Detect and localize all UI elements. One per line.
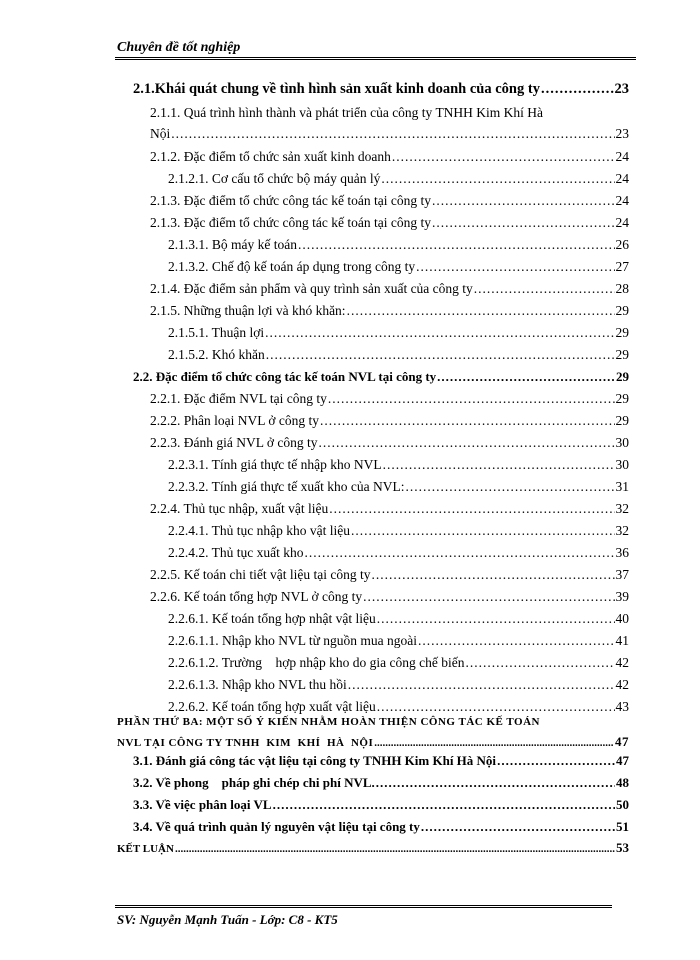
- toc-entry-page: 43: [615, 699, 629, 714]
- toc-entry[interactable]: [168, 236, 629, 254]
- toc-entry-label: 2.1.3. Đặc điểm tổ chức công tác kế toán tại công ty: [150, 193, 431, 208]
- toc-entry-label: 2.2.3. Đánh giá NVL ở công ty: [150, 435, 318, 450]
- running-footer: SV: Nguyễn Mạnh Tuấn - Lớp: C8 - KT5: [117, 912, 338, 927]
- toc-entry[interactable]: [168, 610, 629, 628]
- toc-entry-page: 30: [615, 457, 629, 472]
- toc-part-heading[interactable]: PHẦN THỨ BA: MỘT SỐ Ý KIẾN NHẰM HOÀN THIỆN CÔNG TÁC KẾ TOÁN: [117, 716, 541, 728]
- toc-entry-page: 23: [614, 81, 629, 97]
- toc-entry-label: 2.2.5. Kế toán chi tiết vật liệu tại công ty: [150, 567, 371, 582]
- toc-entry-label: 3.3. Về việc phân loại VL: [133, 797, 272, 812]
- toc-entry-label: 2.1.5.2. Khó khăn: [168, 347, 265, 362]
- toc-entry-label: 2.2.2. Phân loại NVL ở công ty: [150, 413, 319, 428]
- toc-entry-label: 2.2.6. Kế toán tổng hợp NVL ở công ty: [150, 589, 363, 604]
- toc-leader: [416, 258, 614, 276]
- toc-entry[interactable]: [168, 522, 629, 540]
- toc-entry[interactable]: [150, 280, 629, 298]
- toc-entry[interactable]: [168, 698, 629, 716]
- toc-entry-label: 2.2.6.1.2. Trường hợp nhập kho do gia công chế biến: [168, 655, 465, 670]
- toc-leader: [320, 412, 615, 430]
- toc-entry-page: 24: [615, 215, 629, 230]
- toc-entry-label: Nội: [150, 126, 171, 141]
- toc-entry[interactable]: [117, 839, 629, 858]
- toc-leader: [376, 774, 615, 792]
- toc-entry[interactable]: [133, 80, 629, 98]
- toc-entry-page: 32: [615, 523, 629, 538]
- toc-entry-page: 27: [615, 259, 629, 274]
- toc-entry[interactable]: [133, 796, 629, 814]
- toc-entry-page: 42: [615, 655, 629, 670]
- toc-entry[interactable]: [168, 258, 629, 276]
- toc-entry-page: 36: [615, 545, 629, 560]
- toc-leader: [406, 478, 615, 496]
- footer-rule: [115, 905, 612, 908]
- toc-entry-label: 2.2.4.1. Thủ tục nhập kho vật liệu: [168, 523, 350, 538]
- toc-leader: [474, 280, 615, 298]
- toc-entry-page: 29: [615, 325, 629, 340]
- toc-leader: [383, 456, 615, 474]
- toc-entry-label: 2.2.6.1.3. Nhập kho NVL thu hồi: [168, 677, 347, 692]
- toc-leader: [347, 302, 615, 320]
- toc-leader: [418, 632, 614, 650]
- toc-entry-label: 2.1.Khái quát chung về tình hình sản xuất kinh doanh của công ty: [133, 81, 540, 97]
- toc-entry-page: 29: [616, 369, 629, 384]
- toc-entry-page: 47: [615, 734, 629, 749]
- toc-entry[interactable]: [150, 588, 629, 606]
- toc-leader: [171, 125, 614, 143]
- toc-entry[interactable]: [168, 654, 629, 672]
- toc-entry-page: 24: [615, 171, 629, 186]
- toc-entry-page: 29: [615, 303, 629, 318]
- toc-leader: [374, 734, 614, 752]
- toc-entry-label: 2.2. Đặc điểm tổ chức công tác kế toán NVL tại công ty: [133, 369, 437, 384]
- toc-entry-page: 29: [615, 347, 629, 362]
- toc-entry-label: NVL TẠI CÔNG TY TNHH KIM KHÍ HÀ NỘI: [117, 737, 374, 749]
- toc-entry[interactable]: [150, 192, 629, 210]
- toc-entry[interactable]: [150, 566, 629, 584]
- toc-leader: [381, 170, 614, 188]
- toc-leader: [377, 698, 615, 716]
- toc-entry[interactable]: [133, 818, 629, 836]
- toc-entry-label: 2.1.5. Những thuận lợi và khó khăn:: [150, 303, 346, 318]
- toc-entry-page: 42: [615, 677, 629, 692]
- toc-entry[interactable]: [150, 412, 629, 430]
- toc-entry-page: 39: [615, 589, 629, 604]
- toc-entry-label: 2.2.4.2. Thủ tục xuất kho: [168, 545, 304, 560]
- toc-entry-label: 2.2.1. Đặc điểm NVL tại công ty: [150, 391, 327, 406]
- toc-leader: [363, 588, 614, 606]
- toc-entry-page: 31: [615, 479, 629, 494]
- toc-leader: [266, 346, 615, 364]
- toc-leader: [351, 522, 615, 540]
- toc-entry-page: 23: [615, 126, 629, 141]
- toc-entry-page: 26: [615, 237, 629, 252]
- toc-entry[interactable]: [168, 544, 629, 562]
- toc-entry-label: 3.1. Đánh giá công tác vật liệu tại công ty TNHH Kim Khí Hà Nội: [133, 753, 497, 768]
- toc-entry-label: 2.2.6.2. Kế toán tổng hợp xuất vật liệu: [168, 699, 376, 714]
- toc-leader: [329, 500, 614, 518]
- toc-entry[interactable]: [150, 148, 629, 166]
- toc-entry[interactable]: [150, 500, 629, 518]
- toc-entry[interactable]: [168, 346, 629, 364]
- toc-entry-label: 3.4. Về quá trình quản lý nguyên vật liệu tại công ty: [133, 819, 420, 834]
- toc-entry-label: 2.1.3.2. Chế độ kế toán áp dụng trong công ty: [168, 259, 416, 274]
- toc-entry-page: 29: [615, 413, 629, 428]
- toc-leader: [392, 148, 615, 166]
- toc-leader: [432, 214, 615, 232]
- toc-leader: [437, 368, 615, 386]
- toc-leader: [328, 390, 615, 408]
- toc-leader: [318, 434, 614, 452]
- toc-entry-label: 3.2. Về phong pháp ghi chép chi phí NVL.: [133, 775, 375, 790]
- toc-entry[interactable]: [150, 125, 629, 143]
- toc-entry-page: 47: [616, 753, 629, 768]
- toc-entry[interactable]: [150, 434, 629, 452]
- toc-entry[interactable]: [150, 390, 629, 408]
- toc-leader: [432, 192, 615, 210]
- toc-entry-label: 2.1.3.1. Bộ máy kế toán: [168, 237, 297, 252]
- toc-entry[interactable]: [133, 368, 629, 386]
- toc-entry-page: 53: [616, 840, 629, 855]
- toc-entry[interactable]: [168, 324, 629, 342]
- toc-leader: [265, 324, 614, 342]
- header-rule: [115, 57, 636, 60]
- toc-entry-page: 24: [615, 193, 629, 208]
- toc-entry-label: 2.1.5.1. Thuận lợi: [168, 325, 265, 340]
- toc-entry[interactable]: [150, 302, 629, 320]
- toc-entry-page: 29: [615, 391, 629, 406]
- toc-entry-page: 41: [615, 633, 629, 648]
- toc-entry-page: 32: [615, 501, 629, 516]
- toc-leader: [377, 610, 615, 628]
- toc-entry[interactable]: [168, 456, 629, 474]
- toc-entry-page: 30: [615, 435, 629, 450]
- toc-leader: [371, 566, 614, 584]
- running-header: Chuyên đề tốt nghiệp: [117, 40, 241, 55]
- toc-entry[interactable]: [168, 676, 629, 694]
- toc-entry-page: 48: [616, 775, 629, 790]
- toc-entry-label: 2.1.2. Đặc điểm tổ chức sản xuất kinh doanh: [150, 149, 391, 164]
- toc-leader: [273, 796, 615, 814]
- toc-entry-label: 2.2.3.2. Tính giá thực tế xuất kho của NVL:: [168, 479, 405, 494]
- toc-entry-label: 2.2.3.1. Tính giá thực tế nhập kho NVL: [168, 457, 382, 472]
- toc-leader: [421, 818, 615, 836]
- toc-entry-label: 2.1.3. Đặc điểm tổ chức công tác kế toán tại công ty: [150, 215, 431, 230]
- toc-entry-page: 24: [615, 149, 629, 164]
- toc-entry[interactable]: [168, 478, 629, 496]
- toc-entry-label: 2.1.4. Đặc điểm sản phẩm và quy trình sản xuất của công ty: [150, 281, 473, 296]
- toc-entry-page: 50: [616, 797, 629, 812]
- toc-entry-page: 28: [615, 281, 629, 296]
- toc-entry[interactable]: [150, 214, 629, 232]
- toc-entry-label[interactable]: 2.1.1. Quá trình hình thành và phát triển của công ty TNHH Kim Khí Hà: [150, 105, 544, 120]
- toc-leader: [175, 840, 615, 858]
- toc-entry-page: 37: [615, 567, 629, 582]
- toc-entry[interactable]: [168, 170, 629, 188]
- toc-entry-label: 2.1.2.1. Cơ cấu tổ chức bộ máy quản lý: [168, 171, 381, 186]
- toc-entry-page: 40: [615, 611, 629, 626]
- toc-leader: [305, 544, 615, 562]
- toc-entry[interactable]: [117, 733, 629, 752]
- toc-leader: [348, 676, 615, 694]
- toc-entry[interactable]: [168, 632, 629, 650]
- toc-entry-label: 2.2.6.1. Kế toán tổng hợp nhật vật liệu: [168, 611, 376, 626]
- toc-leader: [298, 236, 615, 254]
- toc-leader: [465, 654, 614, 672]
- toc-entry-page: 51: [616, 819, 629, 834]
- toc-entry[interactable]: [133, 774, 629, 792]
- toc-leader: [541, 80, 614, 98]
- toc-entry-label: 2.2.4. Thủ tục nhập, xuất vật liệu: [150, 501, 329, 516]
- toc-entry-label: 2.2.6.1.1. Nhập kho NVL từ nguồn mua ngoài: [168, 633, 418, 648]
- toc-entry-label: KẾT LUẬN: [117, 843, 174, 855]
- toc-entry[interactable]: [133, 752, 629, 770]
- toc-leader: [497, 752, 615, 770]
